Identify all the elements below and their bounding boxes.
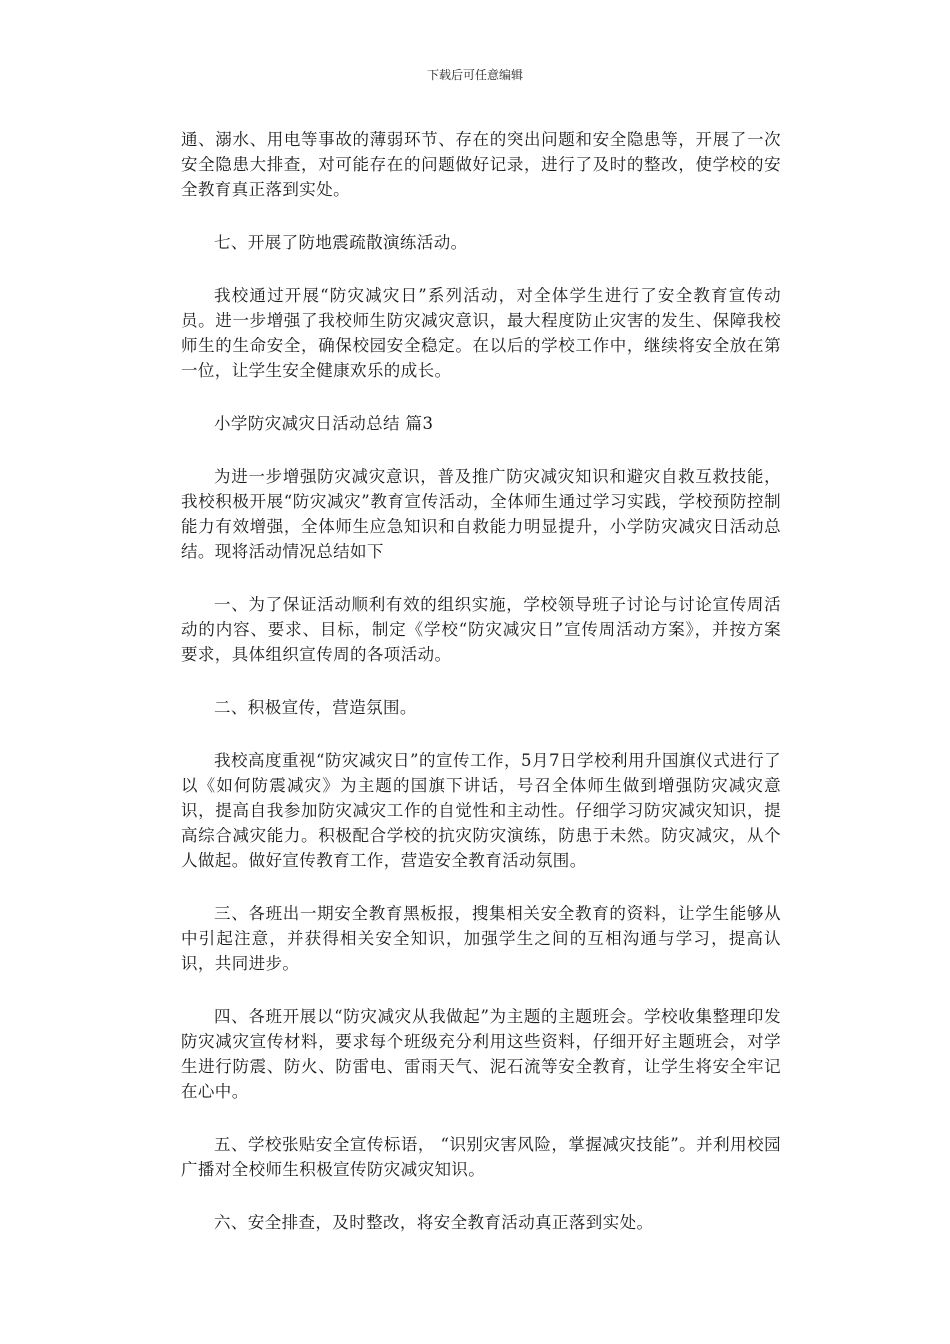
section-three: 三、各班出一期安全教育黑板报，搜集相关安全教育的资料，让学生能够从中引起注意，并获得相关安全知识，加强学生之间的互相沟通与学习，提高认识，共同进步。 bbox=[181, 904, 781, 973]
paragraph-continued: 通、溺水、用电等事故的薄弱环节、存在的突出问题和安全隐患等，开展了一次安全隐患大排查，对可能存在的问题做好记录，进行了及时的整改，使学校的安全教育真正落到实处。 bbox=[181, 130, 781, 199]
section-heading-seven: 七、开展了防地震疏散演练活动。 bbox=[214, 233, 468, 252]
section-heading-two: 二、积极宣传，营造氛围。 bbox=[214, 698, 417, 717]
section-one: 一、为了保证活动顺利有效的组织实施，学校领导班子讨论与讨论宣传周活动的内容、要求、目标，制定《学校“防灾减灾日”宣传周活动方案》，并按方案要求，具体组织宣传周的各项活动。 bbox=[181, 595, 781, 664]
section-six: 六、安全排查，及时整改，将安全教育活动真正落到实处。 bbox=[214, 1213, 654, 1232]
document-body bbox=[181, 127, 781, 1263]
section-four: 四、各班开展以“防灾减灾从我做起”为主题的主题班会。学校收集整理印发防灾减灾宣传材料，要求每个班级充分利用这些资料，仔细开好主题班会，对学生进行防震、防火、防雷电、雷雨天气、泥石流等安全教育，让学生将安全牢记在心中。 bbox=[181, 1007, 781, 1101]
article-title: 小学防灾减灾日活动总结 篇3 bbox=[214, 414, 434, 433]
section-five: 五、学校张贴安全宣传标语， “识别灾害风险，掌握减灾技能”。并利用校园广播对全校师生积极宣传防灾减灾知识。 bbox=[181, 1135, 781, 1179]
header-note: 下载后可任意编辑 bbox=[426, 68, 523, 82]
paragraph: 我校通过开展“防灾减灾日”系列活动，对全体学生进行了安全教育宣传动员。进一步增强了我校师生防灾减灾意识，最大程度防止灾害的发生、保障我校师生的生命安全，确保校园安全稳定。在以后的学校工作中，继续将安全放在第一位，让学生安全健康欢乐的成长。 bbox=[181, 286, 781, 380]
paragraph: 我校高度重视“防灾减灾日”的宣传工作，5月7日学校利用升国旗仪式进行了以《如何防震减灾》为主题的国旗下讲话，号召全体师生做到增强防灾减灾意识，提高自我参加防灾减灾工作的自觉性和主动性。仔细学习防灾减灾知识，提高综合减灾能力。积极配合学校的抗灾防灾演练，防患于未然。防灾减灾，从个人做起。做好宣传教育工作，营造安全教育活动氛围。 bbox=[181, 751, 781, 870]
paragraph: 为进一步增强防灾减灾意识，普及推广防灾减灾知识和避灾自救互救技能，我校积极开展“防灾减灾”教育宣传活动，全体师生通过学习实践，学校预防控制能力有效增强，全体师生应急知识和自救能力明显提升，小学防灾减灾日活动总结。现将活动情况总结如下 bbox=[181, 467, 781, 561]
